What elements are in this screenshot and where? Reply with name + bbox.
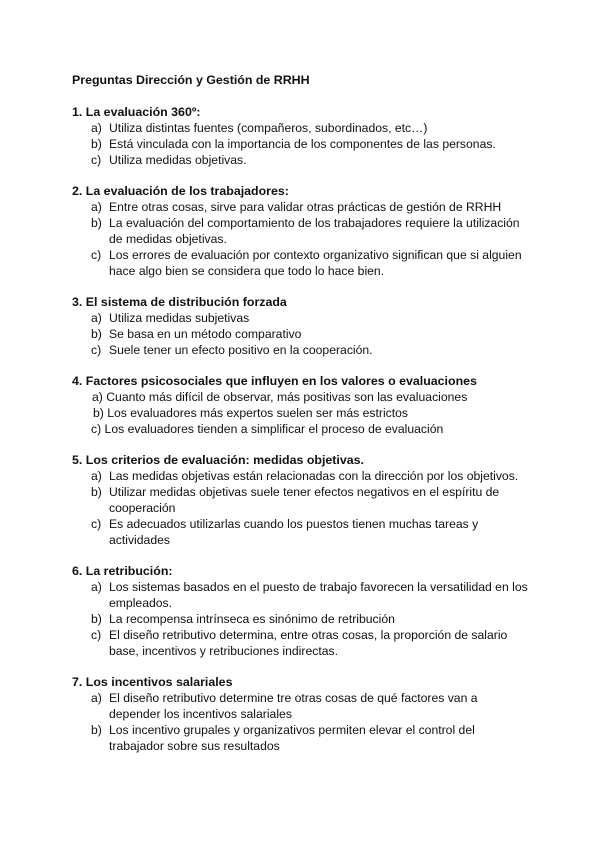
question-heading: 1. La evaluación 360º:	[72, 105, 201, 119]
option-marker: a)	[91, 580, 102, 594]
option-text: Los evaluadores tienden a simplificar el proceso de evaluación	[104, 422, 444, 436]
option-text: Utiliza medidas objetivas.	[109, 153, 247, 167]
question-3	[72, 294, 532, 358]
option-marker: b)	[91, 327, 102, 341]
question-heading: 6. La retribución:	[72, 564, 173, 578]
question-7	[72, 674, 532, 754]
question-2	[72, 183, 532, 279]
option-marker: a)	[91, 469, 102, 483]
question-4	[72, 373, 532, 437]
question-6	[72, 563, 532, 659]
option-text: Suele tener un efecto positivo en la cooperación.	[109, 343, 373, 357]
option-marker: b)	[93, 406, 104, 420]
answer-option	[72, 690, 532, 722]
answer-option	[72, 516, 532, 548]
option-text: Los errores de evaluación por contexto organizativo significan que si alguien hace algo bien se considera que todo lo hace bien.	[109, 248, 522, 278]
option-text: El diseño retributivo determine tre otras cosas de qué factores van a depender los incentivos salariales	[109, 691, 478, 721]
option-text: Cuanto más difícil de observar, más positivas son las evaluaciones	[106, 390, 468, 404]
answer-option	[72, 405, 532, 421]
document-title: Preguntas Dirección y Gestión de RRHH	[72, 73, 310, 87]
option-marker: c)	[91, 422, 102, 436]
answer-option	[72, 389, 532, 405]
answer-option	[72, 611, 532, 627]
question-heading: 2. La evaluación de los trabajadores:	[72, 184, 289, 198]
option-marker: b)	[91, 485, 102, 499]
option-marker: c)	[91, 343, 102, 357]
answer-option	[72, 627, 532, 659]
answer-option	[72, 199, 532, 215]
option-text: Utiliza medidas subjetivas	[109, 311, 250, 325]
question-heading: 7. Los incentivos salariales	[72, 675, 233, 689]
option-marker: c)	[91, 248, 102, 262]
option-text: Los incentivo grupales y organizativos permiten elevar el control del trabajador sobre sus resultados	[109, 723, 475, 753]
answer-option	[72, 579, 532, 611]
answer-option	[72, 215, 532, 247]
answer-option	[72, 342, 532, 358]
option-text: La evaluación del comportamiento de los trabajadores requiere la utilización de medidas objetivas.	[109, 216, 520, 246]
answer-option	[72, 326, 532, 342]
option-marker: b)	[91, 216, 102, 230]
option-marker: c)	[91, 153, 102, 167]
option-marker: c)	[91, 628, 102, 642]
option-text: Los sistemas basados en el puesto de trabajo favorecen la versatilidad en los empleados.	[109, 580, 528, 610]
question-heading: 3. El sistema de distribución forzada	[72, 295, 287, 309]
option-text: El diseño retributivo determina, entre otras cosas, la proporción de salario base, incentivos y retribuciones indirectas.	[109, 628, 508, 658]
question-5	[72, 452, 532, 548]
answer-option	[72, 152, 532, 168]
option-text: Entre otras cosas, sirve para validar otras prácticas de gestión de RRHH	[109, 200, 502, 214]
option-text: La recompensa intrínseca es sinónimo de retribución	[109, 612, 395, 626]
answer-option	[72, 136, 532, 152]
option-marker: c)	[91, 517, 102, 531]
question-list	[72, 104, 532, 769]
answer-option	[72, 310, 532, 326]
answer-option	[72, 421, 532, 437]
answer-option	[72, 468, 532, 484]
option-text: Es adecuados utilizarlas cuando los puestos tienen muchas tareas y actividades	[109, 517, 479, 547]
question-1	[72, 104, 532, 168]
option-text: Está vinculada con la importancia de los componentes de las personas.	[109, 137, 496, 151]
option-marker: a)	[91, 311, 102, 325]
answer-option	[72, 120, 532, 136]
option-marker: b)	[91, 137, 102, 151]
option-marker: a)	[91, 691, 102, 705]
answer-option	[72, 722, 532, 754]
option-text: Utilizar medidas objetivas suele tener efectos negativos en el espíritu de cooperación	[109, 485, 500, 515]
option-text: Los evaluadores más expertos suelen ser más estrictos	[107, 406, 409, 420]
option-marker: a)	[91, 200, 102, 214]
question-heading: 4. Factores psicosociales que influyen en los valores o evaluaciones	[72, 374, 477, 388]
option-text: Las medidas objetivas están relacionadas con la dirección por los objetivos.	[109, 469, 519, 483]
answer-option	[72, 247, 532, 279]
option-marker: b)	[91, 723, 102, 737]
question-heading: 5. Los criterios de evaluación: medidas objetivas.	[72, 453, 364, 467]
option-text: Utiliza distintas fuentes (compañeros, subordinados, etc…)	[109, 121, 428, 135]
answer-option	[72, 484, 532, 516]
option-marker: a)	[91, 121, 102, 135]
option-marker: b)	[91, 612, 102, 626]
option-marker: a)	[92, 390, 103, 404]
option-text: Se basa en un método comparativo	[109, 327, 302, 341]
